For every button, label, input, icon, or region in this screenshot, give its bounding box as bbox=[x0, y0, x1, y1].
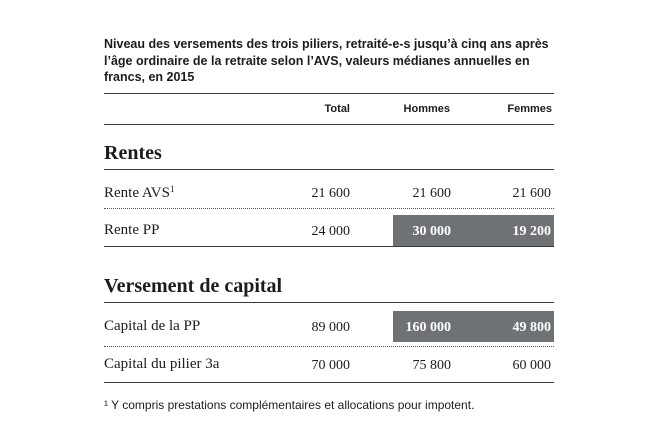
section-rule-capital bbox=[104, 302, 554, 303]
section-end-rule-rentes bbox=[104, 246, 554, 247]
cell-capital-3a-total: 70 000 bbox=[311, 358, 350, 373]
header-rule bbox=[104, 124, 554, 125]
cell-rente-avs-hommes: 21 600 bbox=[412, 186, 451, 201]
section-heading-versement-capital: Versement de capital bbox=[104, 275, 283, 297]
top-rule bbox=[104, 93, 554, 94]
row-label-capital-pilier-3a: Capital du pilier 3a bbox=[104, 356, 220, 372]
cell-capital-3a-femmes: 60 000 bbox=[512, 358, 551, 373]
bottom-rule bbox=[104, 382, 554, 383]
column-header-hommes: Hommes bbox=[403, 103, 450, 115]
cell-capital-pp-hommes: 160 000 bbox=[405, 320, 451, 335]
section-heading-rentes: Rentes bbox=[104, 142, 162, 164]
row-divider bbox=[104, 208, 554, 209]
cell-capital-pp-total: 89 000 bbox=[311, 320, 350, 335]
row-label-rente-pp: Rente PP bbox=[104, 222, 160, 238]
footnote: ¹ Y compris prestations complémentaires et allocations pour impotent. bbox=[104, 398, 475, 412]
column-header-total: Total bbox=[324, 103, 350, 115]
cell-capital-pp-femmes: 49 800 bbox=[512, 320, 551, 335]
row-divider bbox=[104, 346, 554, 347]
row-label-capital-pp: Capital de la PP bbox=[104, 318, 201, 334]
footnote-marker: 1 bbox=[169, 184, 175, 194]
section-rule-rentes bbox=[104, 169, 554, 170]
table-title: Niveau des versements des trois piliers, retraité-e-s jusqu’à cinq ans après l’âge ordinaire de la retraite selon l’AVS, valeurs médianes annuelles en francs, en 2015 bbox=[104, 37, 549, 84]
cell-capital-3a-hommes: 75 800 bbox=[412, 358, 451, 373]
cell-rente-pp-hommes: 30 000 bbox=[412, 224, 451, 239]
cell-rente-pp-femmes: 19 200 bbox=[512, 224, 551, 239]
row-label-rente-avs: Rente AVS$^1$ bbox=[104, 184, 175, 201]
column-header-femmes: Femmes bbox=[507, 103, 552, 115]
cell-rente-avs-femmes: 21 600 bbox=[512, 186, 551, 201]
cell-rente-avs-total: 21 600 bbox=[311, 186, 350, 201]
cell-rente-pp-total: 24 000 bbox=[311, 224, 350, 239]
